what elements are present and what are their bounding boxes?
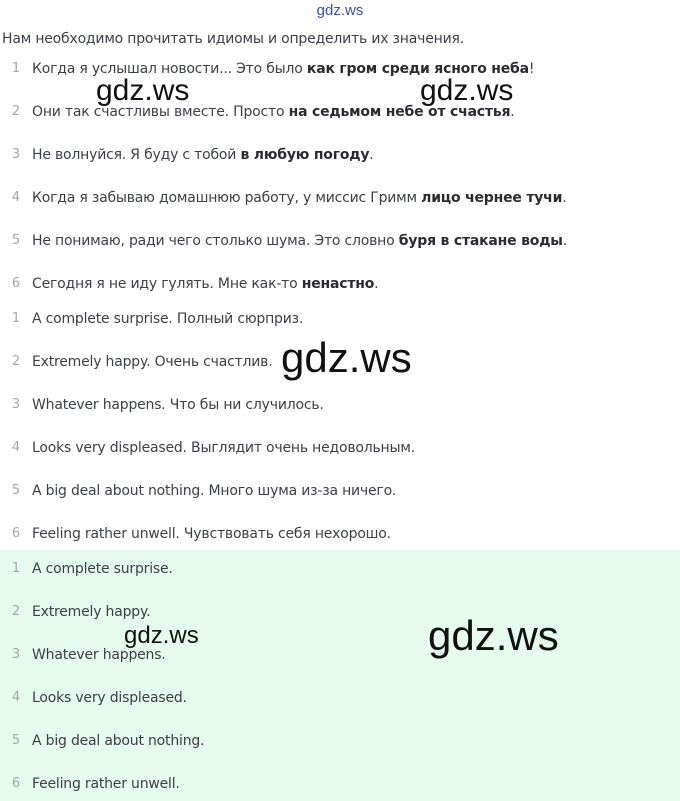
sentence-post: . — [510, 104, 515, 120]
item-number: 3 — [11, 147, 21, 162]
item-number: 4 — [11, 190, 21, 205]
sentence-pre: Когда я услышал новости... Это было — [32, 61, 307, 77]
watermark: gdz.ws — [428, 612, 559, 659]
item-number: 5 — [11, 483, 21, 498]
sentence-post: . — [374, 276, 379, 292]
sentence-pre: Не волнуйся. Я буду с тобой — [32, 147, 241, 163]
sentence-pre: Не понимаю, ради чего столько шума. Это словно — [32, 233, 399, 249]
answer-text: Extremely happy. — [32, 604, 151, 620]
sentence-pre: Сегодня я не иду гулять. Мне как-то — [32, 276, 302, 292]
item-number: 5 — [11, 733, 21, 748]
item-number: 3 — [11, 647, 21, 662]
task-intro: Нам необходимо прочитать идиомы и определить их значения. — [2, 31, 464, 47]
idiom: в любую погоду — [240, 147, 370, 163]
meaning-text: A big deal about nothing. Много шума из-за ничего. — [32, 483, 397, 499]
item-number: 2 — [11, 604, 21, 619]
item-number: 6 — [11, 776, 21, 791]
sentence-pre: Когда я забываю домашнюю работу, у миссис Гримм — [32, 190, 422, 206]
sentence-post: ! — [528, 61, 535, 77]
watermark: gdz.ws — [124, 622, 199, 649]
meaning-text: Whatever happens. Что бы ни случилось. — [32, 397, 324, 413]
watermark: gdz.ws — [420, 74, 514, 107]
item-number: 1 — [11, 61, 21, 76]
idiom: как гром среди ясного неба — [306, 61, 529, 77]
item-number: 2 — [11, 104, 21, 119]
item-number: 6 — [11, 526, 21, 541]
sentence-pre: Они так счастливы вместе. Просто — [32, 104, 289, 120]
answer-text: Looks very displeased. — [32, 690, 187, 706]
idiom: буря в стакане воды — [398, 233, 563, 249]
sentence-post: . — [562, 190, 567, 206]
idiom: на седьмом небе от счастья — [288, 104, 511, 120]
item-number: 6 — [11, 276, 21, 291]
watermark: gdz.ws — [96, 74, 190, 107]
answer-text: Whatever happens. — [32, 647, 166, 663]
item-number: 4 — [11, 690, 21, 705]
watermark: gdz.ws — [281, 334, 412, 381]
site-label[interactable]: gdz.ws — [316, 2, 364, 19]
sentence-text — [32, 276, 378, 292]
idiom: лицо чернее тучи — [421, 190, 563, 206]
item-number: 4 — [11, 440, 21, 455]
meaning-text: A complete surprise. Полный сюрприз. — [32, 311, 304, 327]
sentence-post: . — [562, 233, 568, 249]
meaning-text: Looks very displeased. Выглядит очень недовольным. — [32, 440, 415, 456]
meaning-text: Feeling rather unwell. Чувствовать себя нехорошо. — [32, 526, 391, 542]
answer-text: A complete surprise. — [32, 561, 173, 577]
answer-text: Feeling rather unwell. — [32, 776, 180, 792]
sentence-post: . — [369, 147, 374, 163]
item-number: 3 — [11, 397, 21, 412]
item-number: 5 — [11, 233, 21, 248]
item-number: 1 — [11, 311, 21, 326]
item-number: 1 — [11, 561, 21, 576]
item-number: 2 — [11, 354, 21, 369]
sentence-text — [32, 147, 374, 163]
sentence-text — [32, 190, 566, 206]
answer-panel — [0, 550, 680, 801]
meaning-text: Extremely happy. Очень счастлив. — [32, 354, 273, 370]
answer-text: A big deal about nothing. — [32, 733, 205, 749]
idiom: ненастно — [301, 276, 375, 292]
sentence-text — [32, 233, 567, 249]
